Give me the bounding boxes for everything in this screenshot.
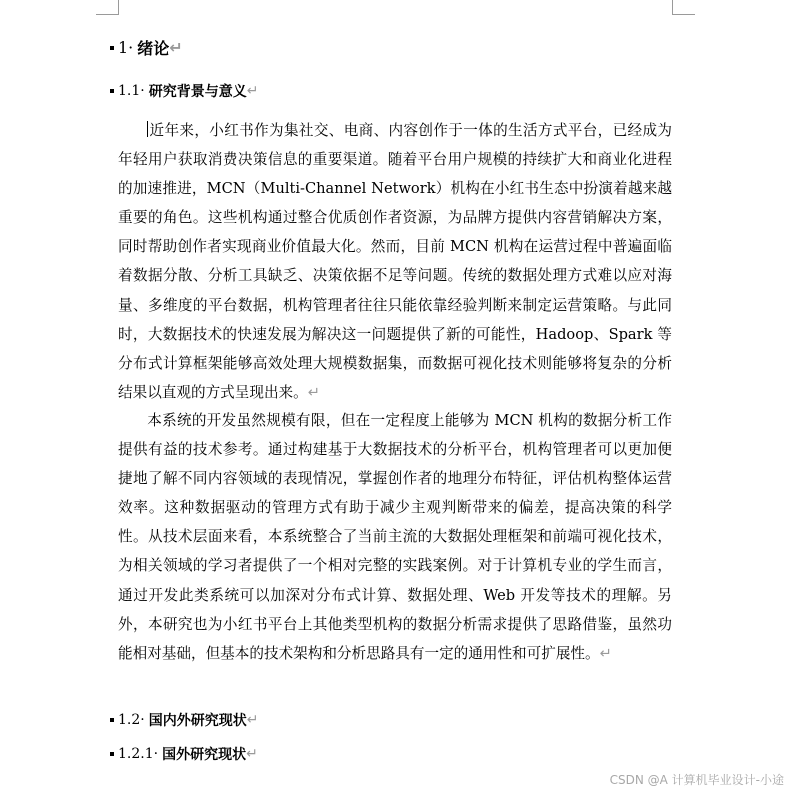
heading-title: 绪论 bbox=[137, 39, 170, 58]
paragraph-mark-icon: ↵ bbox=[246, 83, 259, 99]
heading-number: 1· bbox=[118, 38, 134, 57]
paragraph-mark-icon: ↵ bbox=[169, 38, 183, 57]
heading-1-1[interactable] bbox=[110, 81, 258, 101]
paragraph-mark-icon: ↵ bbox=[246, 746, 258, 762]
heading-1-2-1[interactable] bbox=[110, 744, 258, 764]
heading-1-2[interactable] bbox=[110, 710, 258, 730]
heading-title: 国外研究现状 bbox=[162, 747, 247, 763]
paragraph-text: 近年来，小红书作为集社交、电商、内容创作于一体的生活方式平台，已经成为年轻用户获取消费决策信息的重要渠道。随着平台用户规模的持续扩大和商业化进程的加速推进，MCN（Multi-Channel Network）机构在小红书生态中扮演着越来越重要的角色。这些机构通过整合优质创作者资源，为品牌方提供内容营销解决方案，同时帮助创作者实现商业价值最大化。然而，目前 MCN 机构在运营过程中普遍面临着数据分散、分析工具缺乏、决策依据不足等问题。传统的数据处理方式难以应对海量、多维度的平台数据，机构管理者往往只能依靠经验判断来制定运营策略。与此同时，大数据技术的快速发展为解决这一问题提供了新的可能性，Hadoop、Spark 等分布式计算框架能够高效处理大规模数据集，而数据可视化技术则能够将复杂的分析结果以直观的方式呈现出来。 bbox=[118, 122, 672, 401]
crop-mark-top-right-horizontal bbox=[672, 14, 695, 15]
body-paragraph-1[interactable] bbox=[118, 116, 672, 407]
heading-number: 1.2.1· bbox=[118, 746, 159, 762]
watermark: CSDN @A 计算机毕业设计-小途 bbox=[609, 773, 784, 787]
crop-mark-top-right-vertical bbox=[672, 0, 673, 14]
heading-number: 1.1· bbox=[118, 83, 145, 99]
paragraph-text: 本系统的开发虽然规模有限，但在一定程度上能够为 MCN 机构的数据分析工作提供有益的技术参考。通过构建基于大数据技术的分析平台，机构管理者可以更加便捷地了解不同内容领域的表现情况，掌握创作者的地理分布特征，评估机构整体运营效率。这种数据驱动的管理方式有助于减少主观判断带来的偏差，提高决策的科学性。从技术层面来看，本系统整合了当前主流的大数据处理框架和前端可视化技术，为相关领域的学习者提供了一个相对完整的实践案例。对于计算机专业的学生而言，通过开发此类系统可以加深对分布式计算、数据处理、Web 开发等技术的理解。另外，本研究也为小红书平台上其他类型机构的数据分析需求提供了思路借鉴，虽然功能相对基础，但基本的技术架构和分析思路具有一定的通用性和可扩展性。 bbox=[118, 412, 672, 662]
heading-number: 1.2· bbox=[118, 712, 145, 728]
heading-title: 研究背景与意义 bbox=[148, 84, 247, 100]
heading-bullet-icon bbox=[110, 752, 114, 756]
heading-title: 国内外研究现状 bbox=[148, 713, 247, 729]
heading-bullet-icon bbox=[110, 89, 114, 93]
paragraph-mark-icon: ↵ bbox=[307, 383, 320, 401]
heading-bullet-icon bbox=[110, 46, 114, 50]
crop-mark-top-left-horizontal bbox=[96, 14, 119, 15]
heading-1[interactable] bbox=[110, 36, 183, 59]
heading-bullet-icon bbox=[110, 718, 114, 722]
body-paragraph-2[interactable] bbox=[118, 406, 672, 668]
paragraph-mark-icon: ↵ bbox=[599, 644, 612, 662]
crop-mark-top-left-vertical bbox=[118, 0, 119, 14]
paragraph-mark-icon: ↵ bbox=[246, 712, 259, 728]
